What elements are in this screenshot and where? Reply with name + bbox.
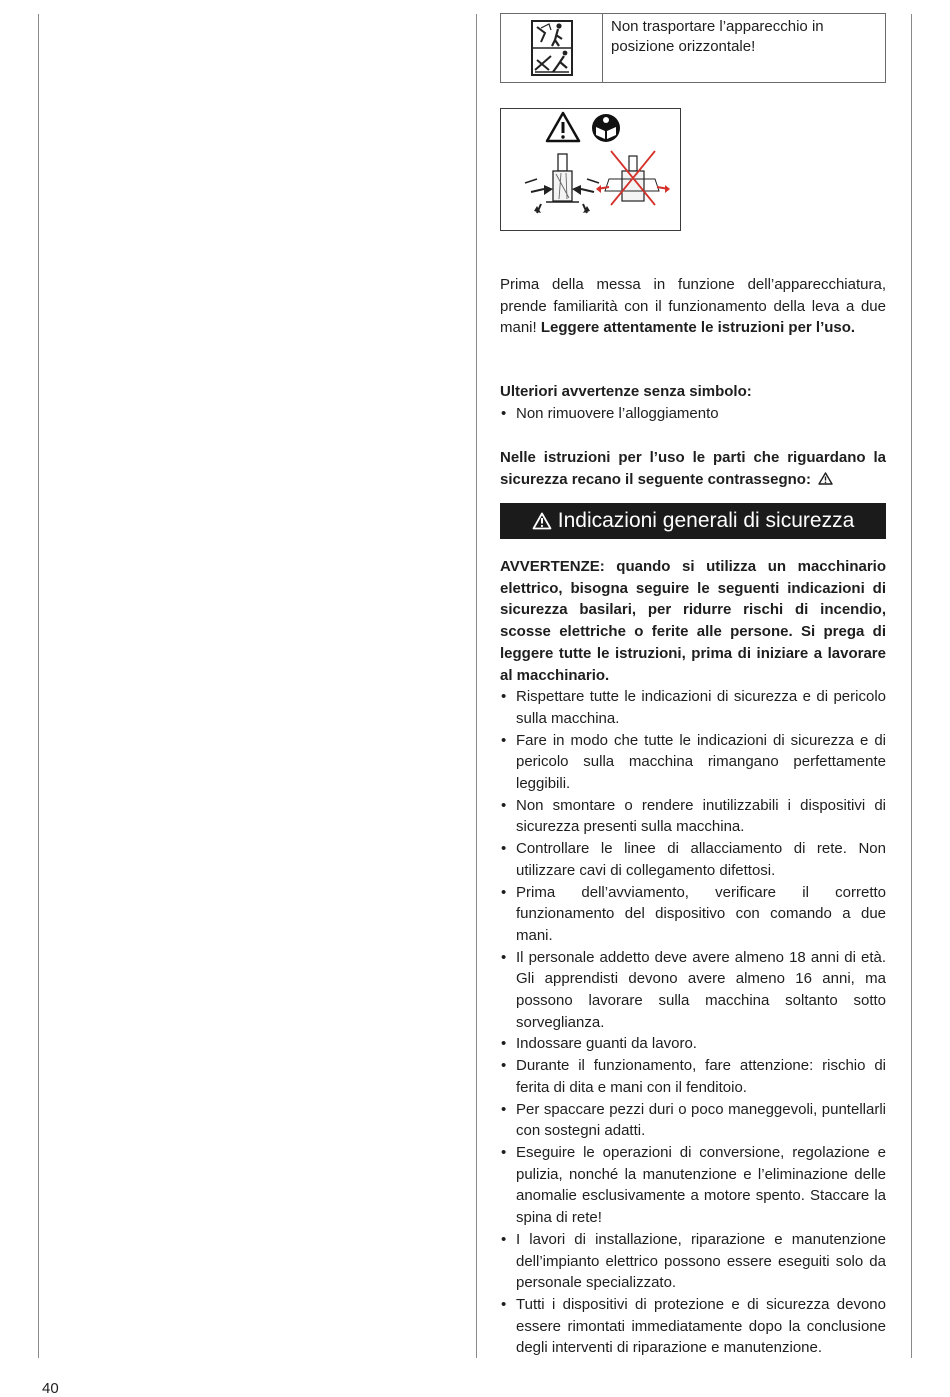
list-item: • Eseguire le operazioni di conversione, regolazione e pulizia, nonché la manutenzione e l’eliminazione delle anomalie esclusivamente a motore spento. Staccare la spina di rete! [500, 1142, 886, 1229]
list-item: • Prima dell’avviamento, verificare il corretto funzionamento del dispositivo con comando a due mani. [500, 882, 886, 947]
safety-marking-note [500, 447, 886, 490]
further-warnings-list [500, 403, 886, 425]
carry-notice-table [500, 13, 886, 83]
general-safety-instructions [500, 556, 886, 1359]
further-warnings-heading: Ulteriori avvertenze senza simbolo: [500, 383, 752, 400]
warning-triangle-icon [547, 113, 579, 141]
further-warnings [500, 381, 886, 424]
list-item: • Non smontare o rendere inutilizzabili i dispositivi di sicurezza presenti sulla macchina. [500, 795, 886, 838]
warning-triangle-icon [818, 472, 833, 485]
read-manual-icon [592, 114, 620, 142]
center-column-rule [476, 14, 477, 1358]
list-item: • Non rimuovere l’alloggiamento [500, 403, 886, 425]
no-horizontal-transport-icon [531, 20, 573, 76]
page-number: 40 [42, 1380, 59, 1397]
section-heading-banner [500, 503, 886, 539]
list-item: • Indossare guanti da lavoro. [500, 1033, 886, 1055]
section-title: Indicazioni generali di sicurezza [557, 509, 855, 532]
list-item: • I lavori di installazione, riparazione e manutenzione dell’impianto elettrico possono essere eseguiti solo da personale specializzato. [500, 1229, 886, 1294]
list-item: • Fare in modo che tutte le indicazioni di sicurezza e di pericolo sulla macchina rimangano perfettamente leggibili. [500, 730, 886, 795]
list-item: • Durante il funzionamento, fare attenzione: rischio di ferita di dita e mani con il fenditoio. [500, 1055, 886, 1098]
two-hand-lever-diagram [525, 154, 599, 213]
list-item: • Per spaccare pezzi duri o poco maneggevoli, puntellarli con sostegni adatti. [500, 1099, 886, 1142]
carry-notice-text: Non trasportare l’apparecchio in posizione orizzontale! [611, 18, 824, 55]
left-margin-rule [38, 14, 39, 1358]
safety-marking-text: Nelle istruzioni per l’uso le parti che riguardano la sicurezza recano il seguente contrassegno: [500, 449, 886, 488]
safety-warning-lead: AVVERTENZE: quando si utilizza un macchinario elettrico, bisogna seguire le seguenti indicazioni di sicurezza basilari, per ridurre rischi di incendio, scosse elettriche o ferite alle persone. Si prega di leggere tutte le istruzioni, prima di iniziare a lavorare al macchinario. [500, 558, 886, 684]
list-item: • Il personale addetto deve avere almeno 18 anni di età. Gli apprendisti devono avere almeno 16 anni, ma possono lavorare sulla macchina soltanto sotto sorveglianza. [500, 947, 886, 1034]
intro-text: Prima della messa in funzione dell’apparecchiatura, prende familiarità con il funzionamento della leva a due mani! [500, 276, 886, 337]
intro-bold-text: Leggere attentamente le istruzioni per l’uso. [540, 319, 856, 337]
list-item: • Rispettare tutte le indicazioni di sicurezza e di pericolo sulla macchina. [500, 686, 886, 729]
right-margin-rule [911, 14, 912, 1358]
list-item: • Tutti i dispositivi di protezione e di sicurezza devono essere rimontati immediatamente dopo la conclusione degli interventi di riparazione e manutenzione. [500, 1294, 886, 1359]
carry-notice-icon-cell [501, 14, 603, 82]
two-hand-lever-warning-figure [500, 108, 681, 231]
safety-instructions-list [500, 686, 886, 1359]
forbidden-operation-diagram [596, 151, 670, 205]
warning-triangle-icon [532, 512, 552, 530]
list-item: • Controllare le linee di allacciamento di rete. Non utilizzare cavi di collegamento difettosi. [500, 838, 886, 881]
intro-paragraph [500, 274, 886, 339]
